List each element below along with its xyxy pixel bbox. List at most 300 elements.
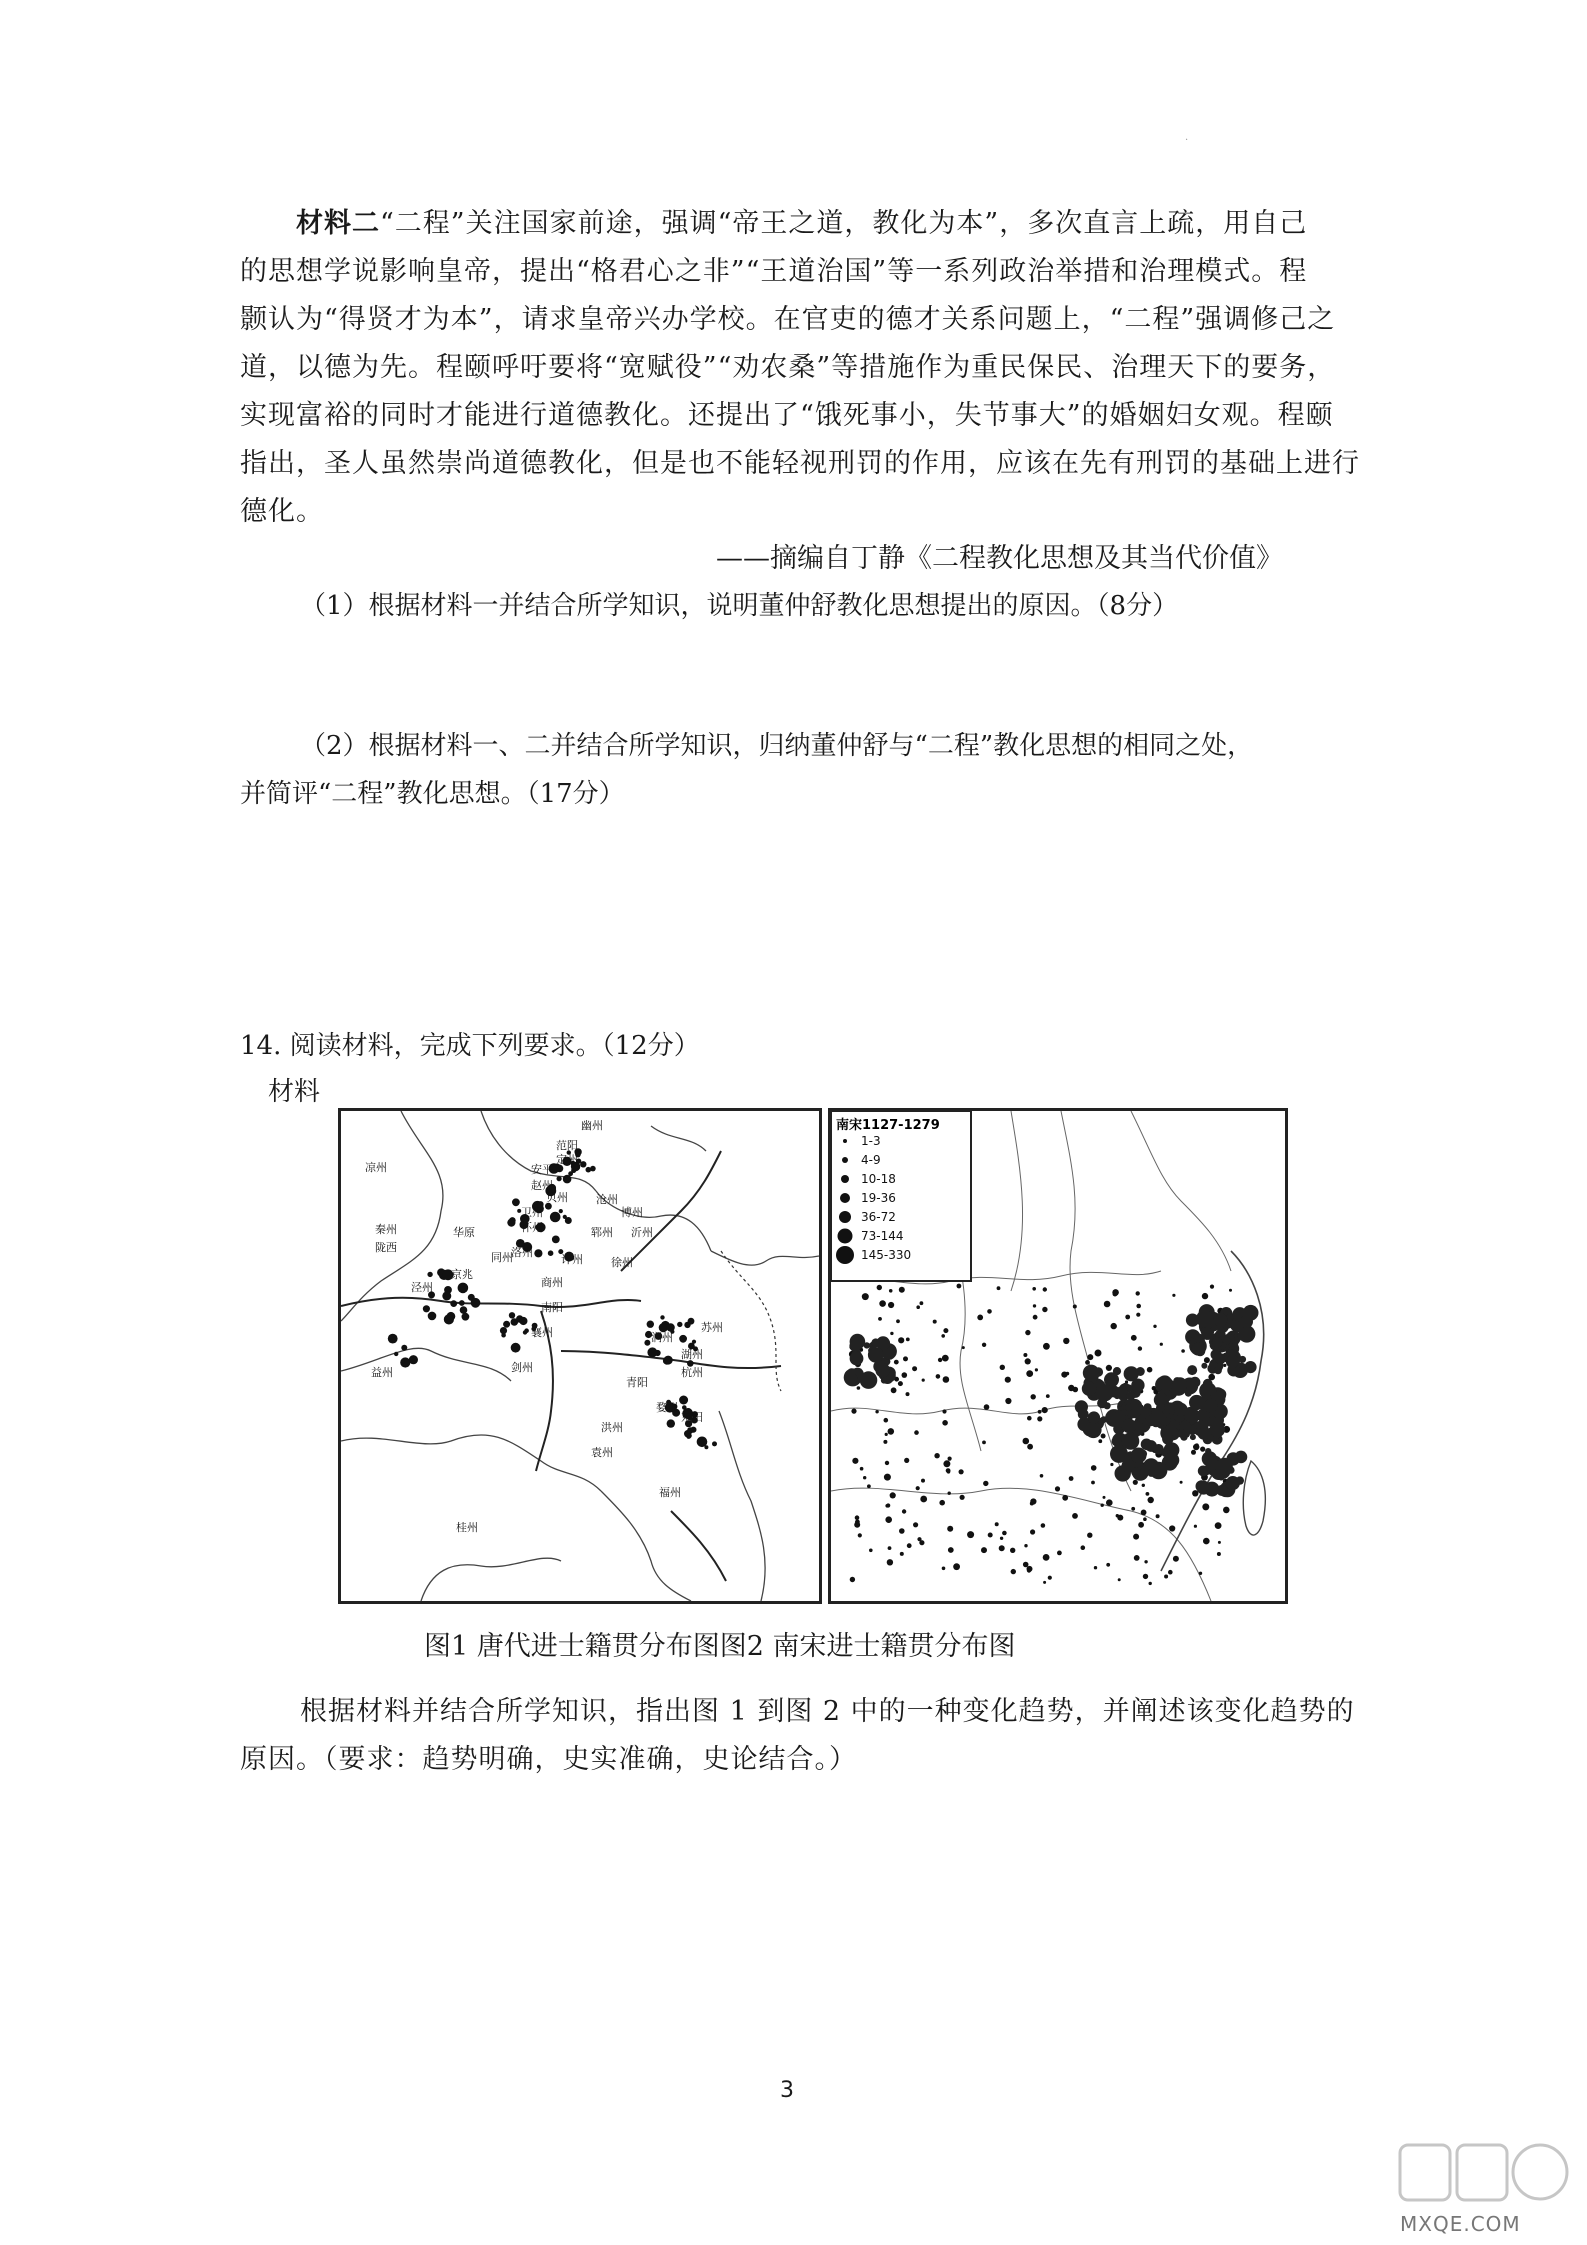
map2-dot <box>894 1360 899 1365</box>
map1-dot <box>401 1359 405 1363</box>
map2-dot <box>1146 1492 1150 1496</box>
map2-dot <box>1024 1544 1027 1547</box>
map2-dot <box>850 1577 855 1582</box>
map2-dot <box>962 1346 965 1349</box>
map2-dot <box>1055 1486 1060 1491</box>
map2-dot <box>1106 1365 1112 1371</box>
map2-dot <box>957 1284 962 1289</box>
map2-dot <box>916 1305 920 1309</box>
map-tang-jinshi <box>338 1108 822 1604</box>
map2-dot <box>884 1474 891 1481</box>
map2-dot <box>1204 1357 1210 1363</box>
map1-place-label: 京兆 <box>451 1268 473 1281</box>
map2-dot <box>953 1563 960 1570</box>
map1-dot <box>534 1249 542 1257</box>
map2-dot <box>1141 1510 1147 1516</box>
map1-dot <box>519 1317 527 1325</box>
map2-dense-dot <box>1115 1386 1128 1399</box>
map2-dot <box>1203 1538 1210 1545</box>
map2-dot <box>898 1337 904 1343</box>
map2-dense-dot <box>1141 1439 1153 1451</box>
map2-dense-dot <box>1085 1422 1101 1438</box>
map2-dot <box>942 1567 946 1571</box>
map1-place-label: 青阳 <box>626 1376 648 1389</box>
map2-legend-symbol <box>838 1229 853 1244</box>
map1-place-label: 襄州 <box>531 1326 553 1339</box>
map2-dense-dot <box>1201 1328 1213 1340</box>
map2-dense-dot <box>1131 1379 1144 1392</box>
map2-dot <box>851 1409 856 1414</box>
map2-dense-dot <box>1112 1437 1122 1447</box>
map2-dot <box>1149 1582 1152 1585</box>
map2-dot <box>1031 1394 1036 1399</box>
map2-dot <box>942 1355 949 1362</box>
map2-dot <box>1025 1330 1030 1335</box>
map2-dot <box>999 1545 1005 1551</box>
map1-place-label: 袁州 <box>591 1446 613 1459</box>
material2-first-line: 材料二“二程”关注国家前途，强调“帝王之道，教化为本”，多次直言上疏，用自己 <box>296 208 1308 239</box>
map1-place-label: 凉州 <box>365 1161 387 1174</box>
map2-dot <box>1103 1496 1106 1499</box>
material2-line: 指出，圣人虽然崇尚道德教化，但是也不能轻视刑罚的作用，应该在先有刑罚的基础上进行 <box>240 448 1360 479</box>
map2-dot <box>885 1433 888 1436</box>
map2-dot <box>912 1366 917 1371</box>
map2-dot <box>1160 1343 1163 1346</box>
map2-dense-dot <box>1086 1368 1099 1381</box>
map1-dot <box>509 1312 515 1318</box>
map2-legend-symbol <box>840 1193 850 1203</box>
map2-dot <box>977 1315 983 1321</box>
map2-dot <box>898 1381 903 1386</box>
map2-dot <box>906 1338 910 1342</box>
map2-dot <box>906 1392 910 1396</box>
map2-dense-dot <box>1226 1476 1240 1490</box>
map2-dot <box>899 1287 905 1293</box>
map2-dot <box>885 1461 889 1465</box>
map2-dot <box>1081 1545 1086 1550</box>
map1-dot <box>459 1300 465 1306</box>
map2-dot <box>879 1300 886 1307</box>
map1-dot <box>471 1298 481 1308</box>
map2-dense-dot <box>1201 1363 1207 1369</box>
map2-legend-symbol <box>839 1211 851 1223</box>
map2-dense-dot <box>1214 1313 1228 1327</box>
map2-dot <box>1035 1368 1038 1371</box>
map2-dot <box>1042 1407 1048 1413</box>
map1-dot <box>647 1321 654 1328</box>
material2-line: 实现富裕的同时才能进行道德教化。还提出了“饿死事小，失节事大”的婚姻妇女观。程颐 <box>240 400 1334 431</box>
map2-dense-dot <box>1122 1419 1137 1434</box>
map1-place-label: 许州 <box>561 1253 583 1266</box>
map1-place-label: 洪州 <box>601 1421 623 1434</box>
map2-dot <box>1068 1385 1074 1391</box>
map1-dot <box>409 1355 418 1364</box>
map2-dot <box>1143 1517 1147 1521</box>
material2-line: 道，以德为先。程颐呼吁要将“宽赋役”“劝农桑”等措施作为重民保民、治理天下的要务， <box>240 352 1336 383</box>
map2-dot <box>947 1526 953 1532</box>
map1-dot <box>394 1352 398 1356</box>
map2-dot <box>1101 1434 1106 1439</box>
map1-dot <box>667 1419 675 1427</box>
map1-place-label: 范阳 <box>556 1139 578 1152</box>
map2-dot <box>1169 1525 1175 1531</box>
map2-dot <box>1223 1507 1230 1514</box>
map2-dot <box>1117 1515 1123 1521</box>
map2-dot <box>1193 1444 1199 1450</box>
map1-place-label: 福州 <box>659 1486 681 1499</box>
map1-dot <box>687 1427 693 1433</box>
map2-dot <box>1136 1304 1141 1309</box>
map-song-jinshi <box>828 1108 1288 1604</box>
map1-dot <box>427 1272 432 1277</box>
map2-dot <box>1085 1360 1090 1365</box>
map1-place-label: 剑州 <box>511 1361 533 1374</box>
map2-dot <box>1156 1514 1160 1518</box>
map2-dot <box>899 1528 905 1534</box>
map1-dot <box>697 1437 708 1448</box>
map2-legend-label: 145-330 <box>861 1248 912 1262</box>
map2-dot <box>936 1374 941 1379</box>
map2-dot <box>860 1467 864 1471</box>
watermark-text: MXQE.COM <box>1400 2212 1521 2236</box>
map2-dot <box>890 1332 893 1335</box>
map2-dot <box>916 1486 920 1490</box>
map2-dot <box>1033 1315 1038 1320</box>
map2-dot <box>1041 1523 1046 1528</box>
map2-dot <box>1072 1513 1078 1519</box>
map2-dense-dot <box>1174 1403 1187 1416</box>
map2-dot <box>943 1460 950 1467</box>
map1-dot <box>460 1306 468 1314</box>
map1-place-label: 沧州 <box>596 1193 618 1206</box>
map2-dot <box>1057 1551 1062 1556</box>
map2-legend-label: 4-9 <box>861 1153 881 1167</box>
map2-dot <box>934 1453 939 1458</box>
map1-place-label: 赵州 <box>531 1179 553 1192</box>
map2-dot <box>1181 1349 1185 1353</box>
map2-dot <box>1000 1537 1003 1540</box>
map2-dot <box>981 1547 987 1553</box>
map2-dot <box>1032 1287 1036 1291</box>
question-14-instruction-line1: 根据材料并结合所学知识，指出图 1 到图 2 中的一种变化趋势，并阐述该变化趋势的 <box>300 1696 1355 1727</box>
map2-dot <box>1138 1346 1142 1350</box>
map2-dot <box>1043 1581 1046 1584</box>
map2-dot <box>938 1358 942 1362</box>
map2-dot <box>942 1420 948 1426</box>
map2-dot <box>902 1372 908 1378</box>
map2-dot <box>1153 1325 1156 1328</box>
map2-dot <box>1027 1416 1032 1421</box>
map2-dense-dot <box>1212 1337 1222 1347</box>
material2-line: 颢认为“得贤才为本”，请求皇帝兴办学校。在官吏的德才关系问题上，“二程”强调修己之 <box>240 304 1336 335</box>
map2-dot <box>1133 1534 1139 1540</box>
map1-place-label: 桂州 <box>456 1521 478 1534</box>
map2-dense-dot <box>1190 1377 1201 1388</box>
map1-place-label: 徐州 <box>611 1256 633 1269</box>
map2-legend-title: 南宋1127-1279 <box>836 1118 940 1133</box>
map2-dense-dot <box>875 1363 890 1378</box>
map2-dot <box>1005 1398 1011 1404</box>
map1-dot <box>444 1314 454 1324</box>
map2-dense-dot <box>1104 1402 1111 1409</box>
map1-dot <box>548 1250 554 1256</box>
map2-dot <box>919 1540 924 1545</box>
map2-dot <box>943 1376 950 1383</box>
map2-dot <box>1202 1503 1209 1510</box>
map2-dense-dot <box>1173 1377 1187 1391</box>
map2-dot <box>933 1320 937 1324</box>
map2-dot <box>852 1458 858 1464</box>
map2-dot <box>1002 1531 1007 1536</box>
map2-dot <box>1229 1289 1232 1292</box>
map2-dense-dot <box>1164 1402 1175 1413</box>
map1-dot <box>550 1212 561 1223</box>
map2-dot <box>1087 1533 1092 1538</box>
map1-dot <box>647 1347 657 1357</box>
map2-dot <box>1000 1365 1005 1370</box>
map2-dot <box>1192 1490 1198 1496</box>
map2-dot <box>883 1440 887 1444</box>
map2-dot <box>1113 1292 1118 1297</box>
map2-dense-dot <box>1223 1337 1230 1344</box>
map2-dot <box>1111 1323 1117 1329</box>
map2-dot <box>1199 1572 1202 1575</box>
map2-dot <box>987 1309 992 1314</box>
map1-dot <box>512 1198 520 1206</box>
map2-dot <box>988 1533 993 1538</box>
map2-dot <box>1030 1498 1036 1504</box>
map2-dot <box>884 1418 889 1423</box>
map2-dense-dot <box>885 1350 895 1360</box>
map1-dot <box>687 1433 692 1438</box>
map1-place-label: 怀州 <box>521 1221 543 1234</box>
map2-dot <box>1131 1335 1137 1341</box>
map2-dot <box>995 1522 999 1526</box>
map2-dot <box>1091 1465 1097 1471</box>
map1-dot <box>450 1300 457 1307</box>
map2-legend-symbol <box>836 1246 854 1264</box>
taiwan-island <box>1243 1461 1265 1535</box>
map2-dot <box>857 1386 861 1390</box>
map2-dot <box>1136 1313 1140 1317</box>
material2-line: 德化。 <box>240 496 324 527</box>
map2-dot <box>960 1495 965 1500</box>
map2-dense-dot <box>871 1338 880 1347</box>
map2-dot <box>1168 1570 1173 1575</box>
map2-legend-label: 19-36 <box>861 1191 896 1205</box>
map2-dot <box>1110 1463 1113 1466</box>
map1-dot <box>644 1340 650 1346</box>
map1-place-label: 安平 <box>531 1163 553 1176</box>
map1-dot <box>712 1441 717 1446</box>
map2-dot <box>1172 1294 1175 1297</box>
map1-dot <box>679 1335 687 1343</box>
map1-dot <box>511 1343 521 1353</box>
map2-dot <box>1173 1556 1179 1562</box>
map2-dot <box>1118 1578 1121 1581</box>
map2-dot <box>1104 1301 1111 1308</box>
map2-dense-dot <box>1190 1434 1196 1440</box>
map1-place-label: 南阳 <box>541 1301 563 1314</box>
map2-dot <box>982 1343 986 1347</box>
map1-dot <box>442 1291 451 1300</box>
map2-dot <box>942 1409 946 1413</box>
map2-legend-symbol <box>841 1175 849 1183</box>
map2-dot <box>854 1522 860 1528</box>
map2-dense-dot <box>1215 1353 1226 1364</box>
map1-dot <box>388 1334 398 1344</box>
map2-dense-dot <box>1082 1382 1096 1396</box>
map2-legend-label: 36-72 <box>861 1210 896 1224</box>
map2-dot <box>888 1546 892 1550</box>
map2-dot <box>858 1533 862 1537</box>
map2-dot <box>1037 1416 1042 1421</box>
map2-dense-dot <box>860 1371 878 1389</box>
map2-dense-dot <box>849 1340 861 1352</box>
map-tang-svg <box>341 1111 819 1601</box>
map2-dot <box>886 1503 890 1507</box>
material2-source: ——摘编自丁静《二程教化思想及其当代价值》 <box>716 543 1283 574</box>
map2-dot <box>885 1516 892 1523</box>
material2-paragraph <box>240 200 1360 536</box>
map1-dot <box>401 1345 407 1351</box>
map2-legend-label: 10-18 <box>861 1172 896 1186</box>
map1-dot <box>458 1283 469 1294</box>
question-14-title: 14. 阅读材料，完成下列要求。（12分） <box>240 1031 700 1061</box>
map2-dot <box>1217 1552 1221 1556</box>
map1-place-label: 湖州 <box>681 1348 703 1361</box>
map2-dot <box>1062 1495 1068 1501</box>
map2-dot <box>1098 1439 1102 1443</box>
map2-dot <box>1125 1315 1130 1320</box>
map2-dense-dot <box>1214 1367 1222 1375</box>
page-number: 3 <box>780 2078 794 2103</box>
map1-dot <box>580 1161 586 1167</box>
map2-dot <box>914 1430 919 1435</box>
map1-place-label: 沂州 <box>631 1226 653 1239</box>
map2-dot <box>1147 1367 1153 1373</box>
map2-dot <box>1063 1338 1069 1344</box>
map2-dot <box>1043 1287 1047 1291</box>
map2-dot <box>1005 1377 1011 1383</box>
map2-dense-dot <box>1244 1361 1256 1373</box>
map2-dot <box>1144 1560 1147 1563</box>
map2-dot <box>1223 1364 1226 1367</box>
map1-dot <box>563 1215 567 1219</box>
map2-dot <box>1030 1529 1035 1534</box>
map1-place-label: 润州 <box>651 1331 673 1344</box>
map2-dot <box>1046 1394 1050 1398</box>
map2-dot <box>959 1469 964 1474</box>
map1-place-label: 洛州 <box>511 1246 533 1259</box>
map2-dot <box>941 1334 945 1338</box>
map2-dense-dot <box>1096 1384 1113 1401</box>
map2-dot <box>1138 1522 1144 1528</box>
map2-dense-dot <box>1147 1469 1155 1477</box>
map1-place-label: 苏州 <box>701 1321 723 1334</box>
map2-dot <box>1010 1548 1015 1553</box>
map2-dot <box>1136 1291 1140 1295</box>
map1-dot <box>663 1357 671 1365</box>
map2-dot <box>1025 1358 1031 1364</box>
map1-place-label: 同州 <box>491 1251 513 1264</box>
question-14-instruction-line2: 原因。（要求：趋势明确，史实准确，史论结合。） <box>240 1744 857 1775</box>
map2-dot <box>896 1319 900 1323</box>
map2-dot <box>1043 1343 1050 1350</box>
map1-place-label: 秦州 <box>375 1223 397 1236</box>
map1-place-label: 杭州 <box>681 1366 703 1379</box>
map2-dense-dot <box>1162 1433 1173 1444</box>
map2-dot <box>948 1547 954 1553</box>
map2-dot <box>984 1404 990 1410</box>
map2-dot <box>1164 1575 1168 1579</box>
map1-dot <box>559 1209 563 1213</box>
map2-dot <box>921 1479 925 1483</box>
map2-dot <box>907 1543 912 1548</box>
map1-dot <box>679 1396 688 1405</box>
map2-dot <box>1210 1285 1214 1289</box>
map2-dot <box>920 1301 924 1305</box>
map1-place-label: 婺州 <box>656 1401 678 1414</box>
map2-dense-dot <box>1243 1305 1259 1321</box>
map2-dense-dot <box>1157 1407 1163 1413</box>
material2-label: 材料二 <box>296 208 380 239</box>
map1-dot <box>557 1176 562 1181</box>
map2-dot <box>983 1481 988 1486</box>
map2-dot <box>1066 1372 1070 1376</box>
map2-dot <box>1033 1304 1036 1307</box>
map1-place-label: 商州 <box>541 1276 563 1289</box>
map2-dot <box>1023 1438 1030 1445</box>
map2-dot <box>863 1476 866 1479</box>
map1-dot <box>511 1318 519 1326</box>
map1-dot <box>462 1313 470 1321</box>
map2-dense-dot <box>1197 1481 1211 1495</box>
map2-dot <box>1048 1576 1052 1580</box>
map2-dot <box>1106 1499 1113 1506</box>
map1-place-label: 博州 <box>621 1206 643 1219</box>
map2-dot <box>1194 1525 1197 1528</box>
map2-dense-dot <box>1207 1458 1219 1470</box>
map2-legend-symbol <box>842 1157 848 1163</box>
map2-dense-dot <box>1186 1314 1199 1327</box>
map2-dot <box>902 1509 906 1513</box>
map2-dot <box>862 1293 869 1300</box>
map2-dense-dot <box>850 1352 864 1366</box>
map2-dot <box>1191 1450 1196 1455</box>
map2-dot <box>1131 1507 1135 1511</box>
map2-dot <box>1143 1574 1148 1579</box>
map2-dot <box>887 1559 893 1565</box>
map2-dot <box>875 1410 878 1413</box>
map2-dot <box>1215 1522 1222 1529</box>
map2-dot <box>1042 1307 1047 1312</box>
map1-dot <box>660 1315 664 1319</box>
question-13-2-line1: （2）根据材料一、二并结合所学知识，归纳董仲舒与“二程”教化思想的相同之处， <box>300 731 1254 761</box>
map2-dot <box>878 1317 882 1321</box>
map1-dot <box>428 1312 437 1321</box>
map2-dot <box>1094 1566 1097 1569</box>
map2-dot <box>1091 1481 1095 1485</box>
map2-dense-dot <box>1125 1404 1132 1411</box>
map2-dense-dot <box>1226 1355 1239 1368</box>
map2-dense-dot <box>1131 1467 1141 1477</box>
map1-dot <box>563 1175 572 1184</box>
map2-dot <box>1027 1444 1033 1450</box>
map2-dense-dot <box>1133 1433 1139 1439</box>
map2-dot <box>997 1286 1001 1290</box>
map2-dot <box>1142 1484 1145 1487</box>
